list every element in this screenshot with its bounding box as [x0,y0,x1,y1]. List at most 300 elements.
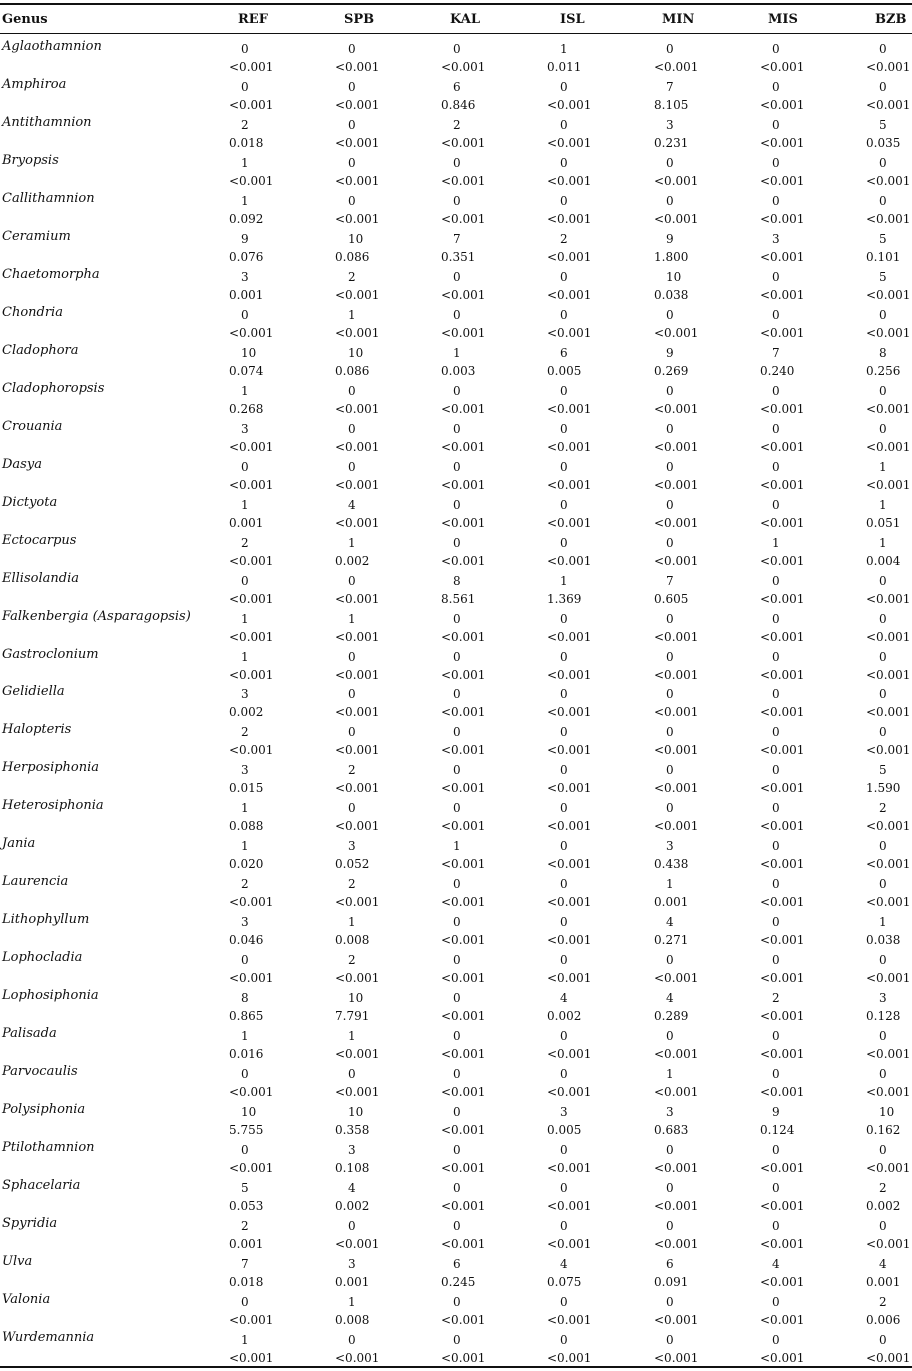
value-cell: <0.001 [760,743,805,758]
count-cell: 9 [772,1105,780,1120]
count-cell: 3 [879,991,887,1006]
count-cell: 1 [241,839,249,854]
value-cell: <0.001 [229,325,274,340]
count-cell: 1 [879,497,887,512]
genus-name: Wurdemannia [2,1329,95,1345]
count-cell: 0 [453,269,461,284]
table-row [0,911,912,949]
count-cell: 0 [879,953,887,968]
genus-name: Herposiphonia [2,760,100,776]
value-cell: <0.001 [441,60,486,74]
value-cell: <0.001 [547,515,592,530]
value-cell: <0.001 [654,477,699,492]
count-cell: 8 [879,345,887,360]
count-cell: 0 [666,1332,674,1347]
count-cell: 0 [348,117,356,132]
count-cell: 0 [453,1181,461,1196]
count-cell: 10 [348,345,364,360]
count-cell: 0 [772,1143,780,1158]
count-cell: 0 [453,991,461,1006]
value-cell: <0.001 [760,553,805,568]
value-cell: <0.001 [441,1085,486,1100]
value-cell: <0.001 [866,591,911,606]
count-cell: 0 [560,459,568,474]
count-cell: 0 [560,193,568,208]
count-cell: 0 [772,1294,780,1309]
count-cell: 2 [879,1294,887,1309]
count-cell: 0 [772,915,780,930]
count-cell: 7 [666,79,674,94]
value-cell: 7.791 [335,1009,370,1024]
value-cell: 0.001 [654,895,689,910]
count-cell: 1 [348,1294,356,1309]
value-cell: 0.846 [441,97,476,112]
value-cell: <0.001 [547,781,592,796]
count-cell: 0 [772,1029,780,1044]
count-cell: 0 [666,801,674,816]
value-cell: <0.001 [760,1161,805,1176]
count-cell: 2 [348,877,356,892]
count-cell: 7 [453,231,461,246]
value-cell: <0.001 [229,591,274,606]
value-cell: <0.001 [441,857,486,872]
value-cell: <0.001 [547,1199,592,1214]
count-cell: 0 [879,725,887,740]
count-cell: 0 [560,649,568,664]
count-cell: 3 [241,421,249,436]
count-cell: 0 [772,459,780,474]
value-cell: 0.091 [654,1275,689,1289]
table-row [0,759,912,797]
value-cell: <0.001 [335,1085,380,1100]
table-row [0,418,912,456]
value-cell: <0.001 [547,553,592,568]
genus-name: Gastroclonium [2,646,99,662]
count-cell: 0 [241,459,249,474]
value-cell: <0.001 [441,173,486,188]
count-cell: 0 [348,155,356,170]
value-cell: <0.001 [654,1161,699,1176]
table-row [0,1291,912,1329]
value-cell: 5.755 [229,1123,264,1138]
value-cell: <0.001 [441,819,486,834]
value-cell: <0.001 [760,971,805,986]
header-min: MIN [662,12,695,27]
count-cell: 1 [241,193,249,208]
value-cell: <0.001 [547,629,592,644]
value-cell: 0.052 [335,857,370,872]
value-cell: 0.015 [229,781,264,796]
count-cell: 2 [560,231,568,246]
count-cell: 0 [772,42,780,56]
value-cell: <0.001 [866,895,911,910]
table-row [0,608,912,646]
value-cell: 1.800 [654,249,689,264]
value-cell: 0.289 [654,1009,689,1024]
value-cell: <0.001 [547,1085,592,1100]
table-row [0,456,912,494]
value-cell: <0.001 [866,1085,911,1100]
value-cell: <0.001 [547,1312,592,1327]
value-cell: <0.001 [760,1047,805,1062]
count-cell: 0 [879,1143,887,1158]
count-cell: 4 [666,915,674,930]
value-cell: <0.001 [441,135,486,150]
value-cell: <0.001 [866,1161,911,1176]
value-cell: <0.001 [866,439,911,454]
value-cell: <0.001 [760,477,805,492]
count-cell: 3 [348,839,356,854]
value-cell: 0.269 [654,363,689,378]
count-cell: 1 [241,383,249,398]
count-cell: 7 [772,345,780,360]
table-row [0,304,912,342]
value-cell: 0.005 [547,363,582,378]
value-cell: 0.683 [654,1123,689,1138]
value-cell: <0.001 [335,60,380,74]
count-cell: 0 [453,877,461,892]
value-cell: 0.001 [229,1237,264,1252]
value-cell: <0.001 [335,135,380,150]
value-cell: 0.008 [335,933,370,948]
count-cell: 1 [666,1067,674,1082]
count-cell: 1 [241,801,249,816]
value-cell: <0.001 [760,1199,805,1214]
value-cell: 0.046 [229,933,264,948]
value-cell: <0.001 [760,60,805,74]
count-cell: 0 [560,1181,568,1196]
value-cell: <0.001 [866,477,911,492]
count-cell: 0 [241,1294,249,1309]
value-cell: 0.011 [547,60,582,74]
value-cell: <0.001 [335,325,380,340]
count-cell: 0 [666,649,674,664]
count-cell: 0 [241,573,249,588]
value-cell: <0.001 [335,591,380,606]
count-cell: 0 [772,611,780,626]
value-cell: <0.001 [229,629,274,644]
count-cell: 5 [241,1181,249,1196]
value-cell: <0.001 [866,1047,911,1062]
count-cell: 0 [453,801,461,816]
count-cell: 0 [453,915,461,930]
value-cell: 0.005 [547,1123,582,1138]
value-cell: <0.001 [866,60,911,74]
value-cell: <0.001 [441,1047,486,1062]
value-cell: <0.001 [866,401,911,416]
count-cell: 3 [241,269,249,284]
value-cell: 0.086 [335,249,370,264]
count-cell: 0 [560,1067,568,1082]
genus-name: Polysiphonia [2,1102,86,1118]
count-cell: 7 [666,573,674,588]
count-cell: 0 [879,611,887,626]
value-cell: 1.590 [866,781,901,796]
value-cell: <0.001 [335,1350,380,1365]
count-cell: 0 [666,42,674,56]
bottom-rule [0,1366,912,1368]
table-row [0,873,912,911]
value-cell: <0.001 [547,1237,592,1252]
value-cell: <0.001 [760,515,805,530]
value-cell: 0.271 [654,933,689,948]
genus-name: Lophosiphonia [2,988,99,1004]
value-cell: <0.001 [760,1350,805,1365]
value-cell: 0.001 [335,1275,370,1289]
genus-name: Dictyota [2,494,58,510]
header-bzb: BZB [875,12,907,27]
value-cell: 0.865 [229,1009,264,1024]
count-cell: 0 [348,1219,356,1234]
value-cell: <0.001 [654,1199,699,1214]
header-spb: SPB [344,12,375,27]
count-cell: 0 [772,269,780,284]
count-cell: 2 [241,725,249,740]
value-cell: <0.001 [866,1350,911,1365]
count-cell: 0 [348,193,356,208]
count-cell: 0 [879,839,887,854]
count-cell: 4 [348,497,356,512]
value-cell: <0.001 [866,819,911,834]
count-cell: 0 [453,953,461,968]
count-cell: 0 [666,763,674,778]
count-cell: 0 [560,611,568,626]
value-cell: <0.001 [335,781,380,796]
count-cell: 5 [879,269,887,284]
value-cell: 0.020 [229,857,264,872]
value-cell: <0.001 [229,667,274,682]
count-cell: 0 [879,383,887,398]
value-cell: <0.001 [654,1237,699,1252]
count-cell: 0 [879,193,887,208]
value-cell: <0.001 [547,97,592,112]
count-cell: 0 [772,649,780,664]
genus-name: Halopteris [2,722,72,738]
count-cell: 10 [241,345,257,360]
table-row [0,76,912,114]
count-cell: 1 [348,1029,356,1044]
table-row [0,721,912,759]
count-cell: 0 [772,383,780,398]
header-kal: KAL [450,12,480,27]
count-cell: 1 [241,1029,249,1044]
value-cell: 0.438 [654,857,689,872]
value-cell: 0.002 [866,1199,901,1214]
table-row [0,190,912,228]
count-cell: 4 [666,991,674,1006]
count-cell: 0 [348,573,356,588]
value-cell: <0.001 [654,173,699,188]
count-cell: 2 [241,1219,249,1234]
value-cell: <0.001 [866,971,911,986]
count-cell: 2 [453,117,461,132]
value-cell: <0.001 [441,325,486,340]
value-cell: <0.001 [335,401,380,416]
value-cell: <0.001 [547,971,592,986]
value-cell: <0.001 [866,325,911,340]
count-cell: 0 [453,497,461,512]
value-cell: <0.001 [441,211,486,226]
value-cell: <0.001 [229,971,274,986]
value-cell: <0.001 [335,1047,380,1062]
count-cell: 1 [560,573,568,588]
value-cell: <0.001 [547,819,592,834]
count-cell: 0 [241,1143,249,1158]
count-cell: 4 [348,1181,356,1196]
value-cell: <0.001 [441,629,486,644]
value-cell: <0.001 [654,781,699,796]
count-cell: 0 [772,79,780,94]
value-cell: 0.002 [547,1009,582,1024]
value-cell: <0.001 [654,1085,699,1100]
count-cell: 0 [560,497,568,512]
count-cell: 0 [666,1181,674,1196]
value-cell: <0.001 [760,287,805,302]
count-cell: 0 [348,383,356,398]
count-cell: 1 [348,307,356,322]
count-cell: 2 [772,991,780,1006]
genus-name: Chaetomorpha [2,266,100,282]
count-cell: 0 [560,725,568,740]
genus-name: Cladophora [2,342,79,358]
value-cell: <0.001 [760,325,805,340]
count-cell: 0 [453,421,461,436]
count-cell: 0 [666,1294,674,1309]
genus-name: Ptilothamnion [2,1140,95,1156]
count-cell: 4 [560,991,568,1006]
value-cell: <0.001 [335,477,380,492]
value-cell: <0.001 [760,1275,805,1289]
table-row [0,683,912,721]
value-cell: <0.001 [441,1123,486,1138]
genus-name: Callithamnion [2,190,95,206]
value-cell: <0.001 [229,1161,274,1176]
count-cell: 3 [241,763,249,778]
count-cell: 1 [453,839,461,854]
count-cell: 0 [666,421,674,436]
value-cell: 0.075 [547,1275,582,1289]
count-cell: 0 [453,1067,461,1082]
value-cell: 0.038 [654,287,689,302]
count-cell: 1 [879,459,887,474]
value-cell: <0.001 [760,97,805,112]
value-cell: <0.001 [441,971,486,986]
count-cell: 9 [666,231,674,246]
value-cell: <0.001 [229,173,274,188]
genus-name: Ectocarpus [2,532,77,548]
count-cell: 0 [772,1332,780,1347]
table-row [0,1177,912,1215]
value-cell: <0.001 [654,439,699,454]
header-rule [0,33,912,34]
value-cell: <0.001 [866,857,911,872]
value-cell: <0.001 [866,629,911,644]
value-cell: <0.001 [654,325,699,340]
value-cell: <0.001 [654,629,699,644]
genus-name: Lophocladia [2,950,83,966]
value-cell: <0.001 [654,819,699,834]
count-cell: 0 [453,1143,461,1158]
table-row [0,532,912,570]
table-header [0,6,912,32]
count-cell: 0 [348,459,356,474]
count-cell: 1 [348,535,356,550]
count-cell: 9 [241,231,249,246]
value-cell: 0.256 [866,363,901,378]
count-cell: 0 [772,953,780,968]
count-cell: 0 [453,193,461,208]
count-cell: 3 [666,839,674,854]
value-cell: 1.369 [547,591,582,606]
genus-name: Laurencia [2,874,69,890]
count-cell: 0 [666,953,674,968]
genus-name: Chondria [2,304,63,320]
genus-name: Parvocaulis [2,1064,78,1080]
value-cell: <0.001 [866,173,911,188]
value-cell: <0.001 [547,135,592,150]
genus-name: Crouania [2,418,63,434]
count-cell: 0 [879,42,887,56]
table-row [0,494,912,532]
count-cell: 0 [241,953,249,968]
count-cell: 2 [879,1181,887,1196]
count-cell: 0 [560,307,568,322]
value-cell: 0.351 [441,249,476,264]
count-cell: 0 [879,1067,887,1082]
value-cell: <0.001 [760,1085,805,1100]
count-cell: 4 [879,1257,887,1271]
value-cell: <0.001 [547,933,592,948]
value-cell: <0.001 [760,1237,805,1252]
count-cell: 8 [241,991,249,1006]
count-cell: 4 [560,1257,568,1271]
value-cell: <0.001 [866,1237,911,1252]
count-cell: 0 [666,497,674,512]
value-cell: <0.001 [654,743,699,758]
value-cell: <0.001 [760,629,805,644]
value-cell: <0.001 [760,857,805,872]
value-cell: <0.001 [441,1199,486,1214]
table-row [0,646,912,684]
value-cell: <0.001 [441,933,486,948]
value-cell: <0.001 [866,667,911,682]
table-row [0,1063,912,1101]
value-cell: <0.001 [441,1009,486,1024]
value-cell: 0.018 [229,135,264,150]
count-cell: 0 [772,193,780,208]
value-cell: 0.053 [229,1199,264,1214]
count-cell: 0 [879,877,887,892]
count-cell: 0 [241,307,249,322]
count-cell: 10 [348,231,364,246]
count-cell: 0 [453,763,461,778]
value-cell: <0.001 [654,401,699,416]
count-cell: 0 [879,649,887,664]
value-cell: <0.001 [866,743,911,758]
value-cell: <0.001 [654,211,699,226]
value-cell: <0.001 [654,515,699,530]
count-cell: 2 [879,801,887,816]
value-cell: <0.001 [441,705,486,720]
table-row [0,1215,912,1253]
value-cell: <0.001 [229,895,274,910]
value-cell: <0.001 [547,173,592,188]
value-cell: 0.231 [654,135,689,150]
table-row [0,342,912,380]
count-cell: 0 [348,1332,356,1347]
count-cell: 0 [453,1294,461,1309]
value-cell: <0.001 [760,667,805,682]
